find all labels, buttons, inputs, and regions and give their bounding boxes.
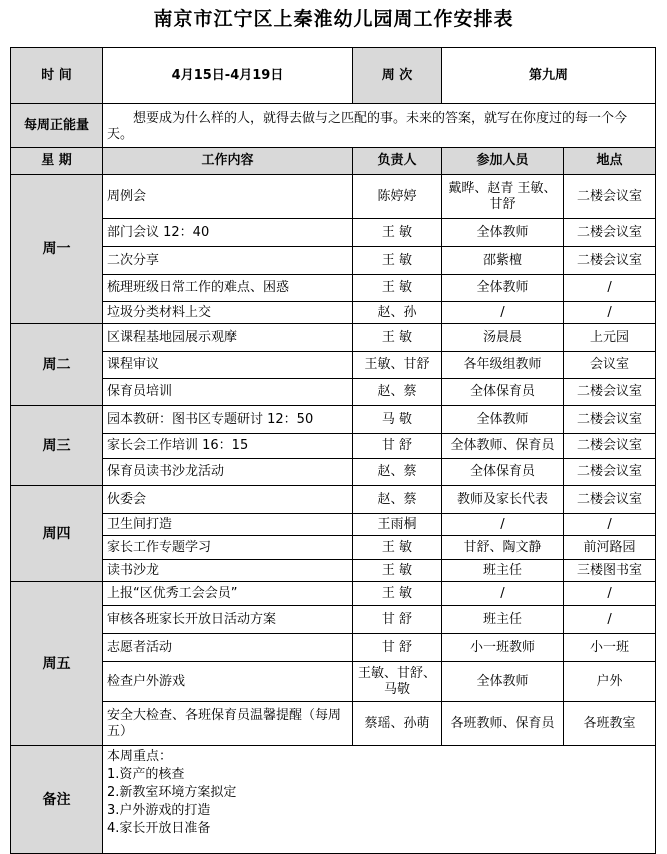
participants-cell: 班主任: [442, 606, 564, 634]
work-content-cell: 保育员读书沙龙活动: [103, 459, 353, 486]
table-row: [11, 634, 656, 662]
participants-cell: /: [442, 514, 564, 536]
participants-cell: 全体教师: [442, 406, 564, 434]
work-content-cell: 区课程基地园展示观摩: [103, 324, 353, 352]
location-cell: 二楼会议室: [564, 247, 656, 275]
weekday-cell: 周一: [11, 175, 103, 324]
col-participants: 参加人员: [442, 148, 564, 175]
weekday-cell: 周二: [11, 324, 103, 406]
work-content-cell: 周例会: [103, 175, 353, 219]
owner-cell: 甘 舒: [353, 434, 442, 459]
owner-cell: 陈婷婷: [353, 175, 442, 219]
location-cell: /: [564, 302, 656, 324]
work-content-cell: 读书沙龙: [103, 560, 353, 582]
time-value: 4月15日-4月19日: [103, 48, 353, 104]
work-content-cell: 检查户外游戏: [103, 662, 353, 702]
owner-cell: 赵、蔡: [353, 486, 442, 514]
motto-label: 每周正能量: [11, 104, 103, 148]
table-row: [11, 434, 656, 459]
owner-cell: 王 敏: [353, 560, 442, 582]
location-cell: 二楼会议室: [564, 175, 656, 219]
col-owner: 负责人: [353, 148, 442, 175]
table-row: [11, 582, 656, 606]
header-row: [11, 48, 656, 104]
participants-cell: 全体教师: [442, 219, 564, 247]
work-content-cell: 家长工作专题学习: [103, 536, 353, 560]
table-row: [11, 324, 656, 352]
table-row: [11, 219, 656, 247]
table-row: [11, 606, 656, 634]
col-content: 工作内容: [103, 148, 353, 175]
work-content-cell: 审核各班家长开放日活动方案: [103, 606, 353, 634]
location-cell: 上元园: [564, 324, 656, 352]
schedule-table: [10, 47, 656, 854]
participants-cell: 邵紫檀: [442, 247, 564, 275]
work-content-cell: 园本教研：图书区专题研讨 12：50: [103, 406, 353, 434]
owner-cell: 赵、孙: [353, 302, 442, 324]
participants-cell: 各年级组教师: [442, 352, 564, 379]
weekday-cell: 周三: [11, 406, 103, 486]
notes-item: 1.资产的核查: [107, 767, 185, 782]
table-row: [11, 352, 656, 379]
participants-cell: 教师及家长代表: [442, 486, 564, 514]
table-row: [11, 459, 656, 486]
owner-cell: 王 敏: [353, 324, 442, 352]
week-value: 第九周: [442, 48, 656, 104]
work-content-cell: 梳理班级日常工作的难点、困惑: [103, 275, 353, 302]
work-content-cell: 伙委会: [103, 486, 353, 514]
owner-cell: 王 敏: [353, 582, 442, 606]
participants-cell: /: [442, 302, 564, 324]
col-weekday: 星 期: [11, 148, 103, 175]
owner-cell: 王雨桐: [353, 514, 442, 536]
motto-text: 想要成为什么样的人，就得去做与之匹配的事。未来的答案，就写在你度过的每一个今天。: [103, 104, 656, 148]
table-row: [11, 536, 656, 560]
location-cell: 二楼会议室: [564, 219, 656, 247]
location-cell: 会议室: [564, 352, 656, 379]
participants-cell: 全体保育员: [442, 459, 564, 486]
owner-cell: 甘 舒: [353, 606, 442, 634]
participants-cell: 小一班教师: [442, 634, 564, 662]
owner-cell: 王 敏: [353, 275, 442, 302]
table-row: [11, 702, 656, 746]
owner-cell: 王 敏: [353, 219, 442, 247]
participants-cell: 全体教师: [442, 662, 564, 702]
table-row: [11, 514, 656, 536]
notes-item: 4.家长开放日准备: [107, 821, 211, 836]
owner-cell: 王 敏: [353, 536, 442, 560]
participants-cell: 全体教师: [442, 275, 564, 302]
location-cell: 二楼会议室: [564, 459, 656, 486]
location-cell: 二楼会议室: [564, 486, 656, 514]
location-cell: /: [564, 275, 656, 302]
owner-cell: 甘 舒: [353, 634, 442, 662]
weekday-cell: 周五: [11, 582, 103, 746]
work-content-cell: 卫生间打造: [103, 514, 353, 536]
owner-cell: 王敏、甘舒、马敬: [353, 662, 442, 702]
column-header-row: [11, 148, 656, 175]
notes-heading: 本周重点：: [107, 749, 173, 764]
col-location: 地点: [564, 148, 656, 175]
notes-label: 备注: [11, 746, 103, 854]
work-content-cell: 保育员培训: [103, 379, 353, 406]
participants-cell: 全体教师、保育员: [442, 434, 564, 459]
work-content-cell: 垃圾分类材料上交: [103, 302, 353, 324]
table-row: [11, 175, 656, 219]
work-content-cell: 志愿者活动: [103, 634, 353, 662]
motto-row: [11, 104, 656, 148]
location-cell: /: [564, 582, 656, 606]
work-content-cell: 部门会议 12：40: [103, 219, 353, 247]
owner-cell: 赵、蔡: [353, 459, 442, 486]
notes-item: 3.户外游戏的打造: [107, 803, 211, 818]
location-cell: 二楼会议室: [564, 406, 656, 434]
week-label: 周 次: [353, 48, 442, 104]
work-content-cell: 家长会工作培训 16：15: [103, 434, 353, 459]
work-content-cell: 课程审议: [103, 352, 353, 379]
owner-cell: 马 敬: [353, 406, 442, 434]
participants-cell: 戴晔、赵青 王敏、甘舒: [442, 175, 564, 219]
participants-cell: 甘舒、陶文静: [442, 536, 564, 560]
location-cell: /: [564, 514, 656, 536]
table-row: [11, 247, 656, 275]
participants-cell: 汤晨晨: [442, 324, 564, 352]
location-cell: 户外: [564, 662, 656, 702]
work-content-cell: 上报“区优秀工会会员”: [103, 582, 353, 606]
time-label: 时 间: [11, 48, 103, 104]
location-cell: 小一班: [564, 634, 656, 662]
notes-item: 2.新教室环境方案拟定: [107, 785, 237, 800]
location-cell: 二楼会议室: [564, 379, 656, 406]
participants-cell: /: [442, 582, 564, 606]
work-content-cell: 二次分享: [103, 247, 353, 275]
table-row: [11, 662, 656, 702]
location-cell: 前河路园: [564, 536, 656, 560]
table-row: [11, 560, 656, 582]
location-cell: 三楼图书室: [564, 560, 656, 582]
table-row: [11, 406, 656, 434]
table-row: [11, 302, 656, 324]
work-content-cell: 安全大检查、各班保育员温馨提醒（每周五）: [103, 702, 353, 746]
notes-content: [103, 746, 656, 854]
participants-cell: 全体保育员: [442, 379, 564, 406]
location-cell: /: [564, 606, 656, 634]
participants-cell: 班主任: [442, 560, 564, 582]
table-row: [11, 379, 656, 406]
weekday-cell: 周四: [11, 486, 103, 582]
participants-cell: 各班教师、保育员: [442, 702, 564, 746]
owner-cell: 赵、蔡: [353, 379, 442, 406]
table-row: [11, 486, 656, 514]
owner-cell: 王敏、甘舒: [353, 352, 442, 379]
page-title: 南京市江宁区上秦淮幼儿园周工作安排表: [153, 8, 514, 30]
notes-row: [11, 746, 656, 854]
owner-cell: 王 敏: [353, 247, 442, 275]
owner-cell: 蔡瑶、孙萌: [353, 702, 442, 746]
location-cell: 二楼会议室: [564, 434, 656, 459]
table-row: [11, 275, 656, 302]
location-cell: 各班教室: [564, 702, 656, 746]
